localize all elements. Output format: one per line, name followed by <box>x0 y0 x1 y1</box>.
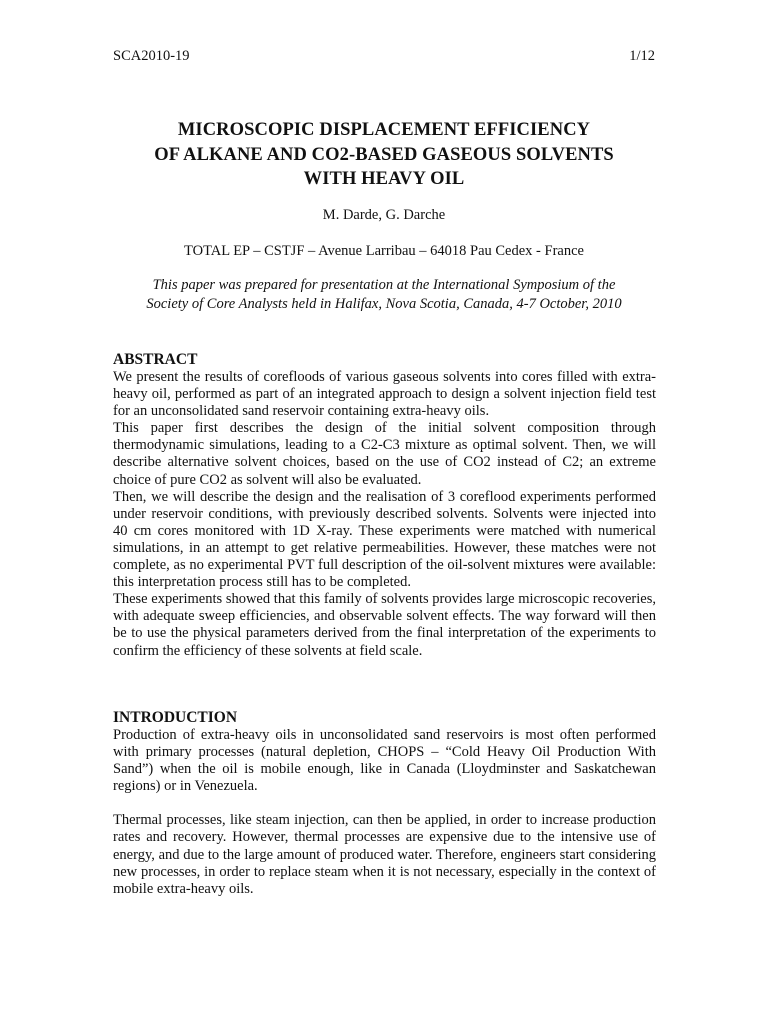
abstract-paragraph: This paper first describes the design of the initial solvent composition through thermodynamic simulations, leading to a C2-C3 mixture as optimal solvent. Then, we will describe alternative solvent choices, based on the use of CO2 instead of C2; an extreme choice of pure CO2 as solvent will also be evaluated. <box>113 420 656 488</box>
introduction-paragraph: Thermal processes, like steam injection, can then be applied, in order to increase production rates and recovery. However, thermal processes are expensive due to the intensive use of energy, and due to the large amount of produced water. Therefore, engineers start considering new processes, in order to replace steam when it is not necessary, especially in the context of mobile extra-heavy oils. <box>113 812 656 897</box>
paper-title <box>100 118 668 192</box>
paper-id: SCA2010-19 <box>113 48 190 64</box>
presentation-note-line: This paper was prepared for presentation at the International Symposium of the <box>152 277 616 293</box>
abstract-paragraph: These experiments showed that this family of solvents provides large microscopic recoveries, with adequate sweep efficiencies, and observable solvent effects. The way forward will then be to use the physical parameters derived from the final interpretation of the experiments to confirm the efficiency of these solvents at field scale. <box>113 591 656 659</box>
abstract-paragraph: Then, we will describe the design and the realisation of 3 coreflood experiments performed under reservoir conditions, with previously described solvents. Solvents were injected into 40 cm cores monitored with 1D X-ray. These experiments were matched with numerical simulations, in an attempt to get relative permeabilities. However, these matches were not complete, as no experimental PVT full description of the oil-solvent mixtures were available: this interpretation process still has to be completed. <box>113 488 656 591</box>
running-header <box>113 47 655 65</box>
presentation-note-line: Society of Core Analysts held in Halifax, Nova Scotia, Canada, 4-7 October, 2010 <box>146 296 622 312</box>
title-line: OF ALKANE AND CO2-BASED GASEOUS SOLVENTS <box>154 144 614 165</box>
introduction-paragraph: Production of extra-heavy oils in unconsolidated sand reservoirs is most often performed with primary processes (natural depletion, CHOPS – “Cold Heavy Oil Production With Sand”) when the oil is mobile enough, like in Canada (Lloydminster and Saskatchewan regions) or in Venezuela. <box>113 727 656 795</box>
page-number: 1/12 <box>629 48 655 64</box>
affiliation: TOTAL EP – CSTJF – Avenue Larribau – 64018 Pau Cedex - France <box>184 243 584 259</box>
abstract-heading: ABSTRACT <box>113 351 198 368</box>
presentation-note <box>100 276 668 314</box>
abstract-body <box>113 369 656 660</box>
authors: M. Darde, G. Darche <box>322 207 446 223</box>
introduction-heading: INTRODUCTION <box>113 709 238 726</box>
title-line: MICROSCOPIC DISPLACEMENT EFFICIENCY <box>177 120 591 140</box>
introduction-body <box>113 727 656 898</box>
abstract-paragraph: We present the results of corefloods of various gaseous solvents into cores filled with extra-heavy oil, performed as part of an integrated approach to design a solvent injection field test for an unconsolidated sand reservoir containing extra-heavy oils. <box>113 369 656 420</box>
title-line: WITH HEAVY OIL <box>303 169 465 189</box>
